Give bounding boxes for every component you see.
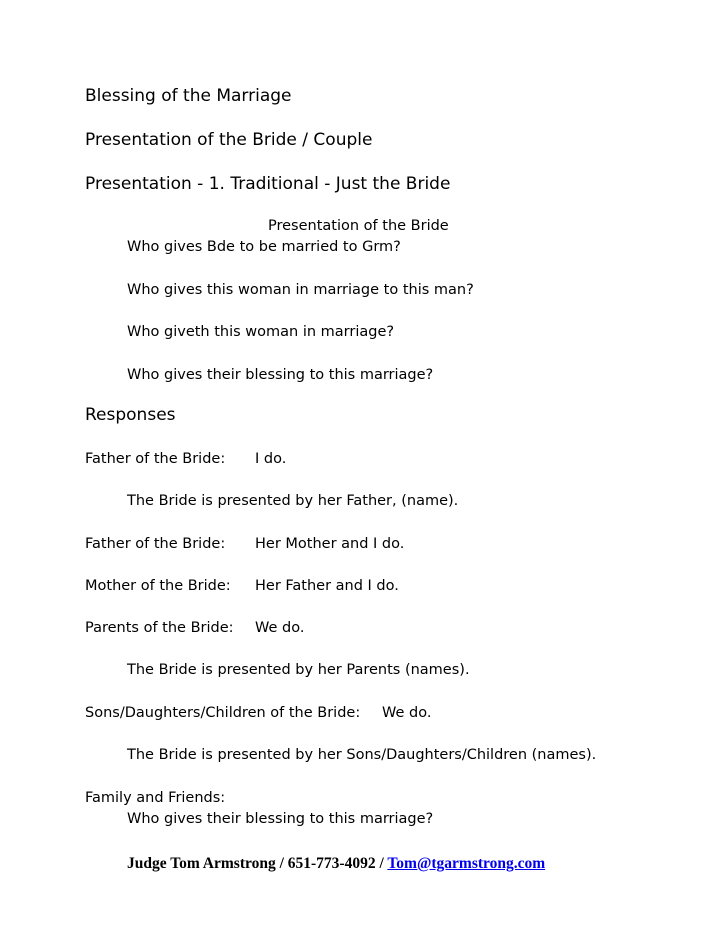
reply-father-1: I do. <box>255 451 287 467</box>
label-children: Sons/Daughters/Children of the Bride: <box>85 705 361 721</box>
reply-mother: Her Father and I do. <box>255 578 399 594</box>
heading-presentation-couple: Presentation of the Bride / Couple <box>85 130 373 150</box>
label-mother: Mother of the Bride: <box>85 578 231 594</box>
reply-father-2: Her Mother and I do. <box>255 536 405 552</box>
label-family-friends: Family and Friends: <box>85 790 226 806</box>
footer-contact <box>127 855 545 873</box>
label-father-1: Father of the Bride: <box>85 451 226 467</box>
question-1: Who gives Bde to be married to Grm? <box>127 239 401 255</box>
question-4: Who gives their blessing to this marriage? <box>127 367 434 383</box>
section-title: Presentation of the Bride <box>268 218 449 234</box>
question-3: Who giveth this woman in marriage? <box>127 324 395 340</box>
question-2: Who gives this woman in marriage to this man? <box>127 282 474 298</box>
footer-contact-text: Judge Tom Armstrong / 651-773-4092 / <box>127 855 388 872</box>
label-father-2: Father of the Bride: <box>85 536 226 552</box>
question-family-friends: Who gives their blessing to this marriage? <box>127 811 434 827</box>
presented-by-father: The Bride is presented by her Father, (name). <box>127 493 459 509</box>
heading-responses: Responses <box>85 405 176 425</box>
reply-children: We do. <box>382 705 432 721</box>
label-parents: Parents of the Bride: <box>85 620 234 636</box>
heading-blessing: Blessing of the Marriage <box>85 86 292 106</box>
heading-presentation-traditional: Presentation - 1. Traditional - Just the Bride <box>85 174 451 194</box>
reply-parents: We do. <box>255 620 305 636</box>
presented-by-children: The Bride is presented by her Sons/Daughters/Children (names). <box>127 747 597 763</box>
email-link[interactable]: Tom@tgarmstrong.com <box>387 855 546 872</box>
presented-by-parents: The Bride is presented by her Parents (names). <box>127 662 470 678</box>
